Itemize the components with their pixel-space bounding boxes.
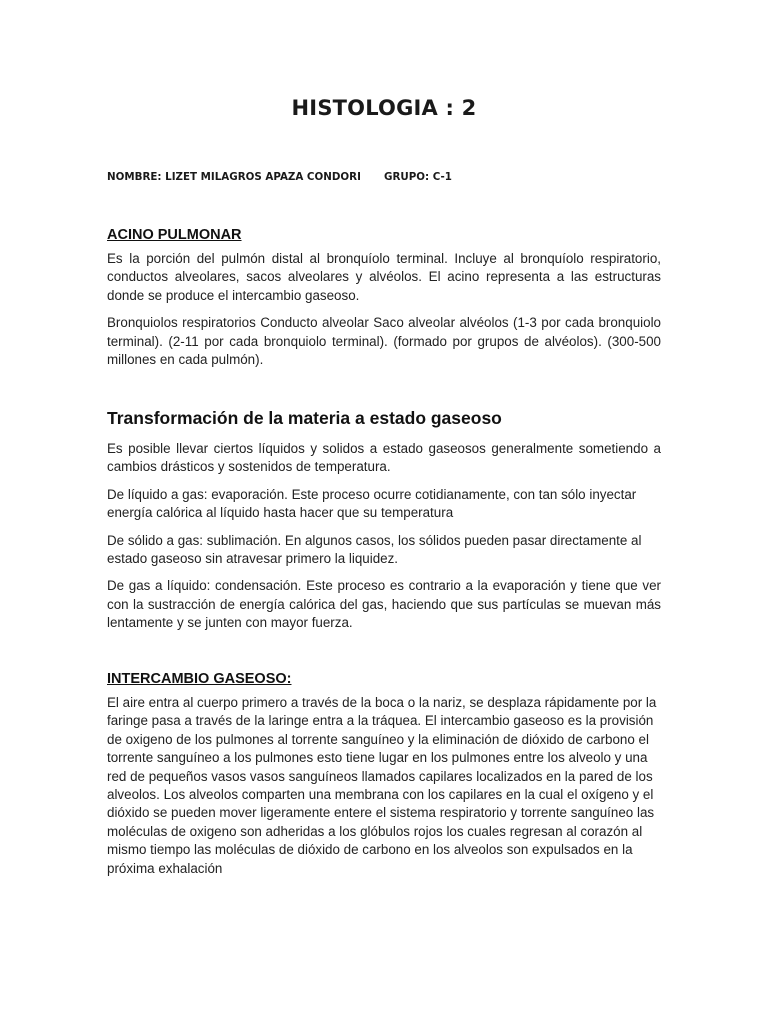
section-acino-pulmonar [107, 227, 661, 369]
paragraph: Es posible llevar ciertos líquidos y solidos a estado gaseosos generalmente sometiendo a cambios drásticos y sostenidos de temperatura. [107, 441, 661, 475]
paragraph: Bronquiolos respiratorios Conducto alveolar Saco alveolar alvéolos (1-3 por cada bronquiolo terminal). (2-11 por cada bronquiolo terminal). (formado por grupos de alvéolos). (300-500 millones en cada pulmón). [107, 315, 661, 368]
paragraph: De gas a líquido: condensación. Este proceso es contrario a la evaporación y tiene que ver con la sustracción de energía calórica del gas, haciendo que sus partículas se muevan más lentamente y se junten con mayor fuerza. [107, 578, 661, 631]
paragraph: De líquido a gas: evaporación. Este proceso ocurre cotidianamente, con tan sólo inyectar energía calórica al líquido hasta hacer que su temperatura [107, 486, 637, 521]
section-intercambio-gaseoso [107, 671, 661, 878]
section-heading: Transformación de la materia a estado gaseoso [107, 408, 502, 428]
paragraph: Es la porción del pulmón distal al bronquíolo terminal. Incluye al bronquíolo respiratorio, conductos alveolares, sacos alveolares y alvéolos. El acino representa a las estructuras donde se produce el intercambio gaseoso. [107, 251, 661, 303]
paragraph: De sólido a gas: sublimación. En algunos casos, los sólidos pueden pasar directamente al estado gaseoso sin atravesar primero la liquidez. [107, 532, 642, 567]
student-name: NOMBRE: LIZET MILAGROS APAZA CONDORI [107, 171, 361, 183]
student-info-line [107, 171, 661, 183]
document-page [107, 0, 661, 1024]
paragraph: El aire entra al cuerpo primero a través de la boca o la nariz, se desplaza rápidamente por la faringe pasa a través de la laringe entra a la tráquea. El intercambio gaseoso es la provisión de oxigeno de los pulmones al torrente sanguíneo y la eliminación de dióxido de carbono el torrente sanguíneo a los pulmones esto tiene lugar en los pulmones entre los alveolo y una red de pequeños vasos vasos sanguíneos llamados capilares localizados en la pared de los alveolos. Los alveolos comparten una membrana con los capilares en la cual el oxígeno y el dióxido se pueden mover ligeramente entere el sistema respiratorio y torrente sanguíneo las moléculas de oxigeno son adheridas a los glóbulos rojos los cuales regresan al corazón al mismo tiempo las moléculas de dióxido de carbono en los alveolos son expulsados en la próxima exhalación [107, 695, 657, 876]
section-heading: ACINO PULMONAR [107, 227, 242, 243]
section-transformacion-materia [107, 408, 661, 633]
student-group: GRUPO: C-1 [384, 171, 452, 183]
section-heading: INTERCAMBIO GASEOSO: [107, 671, 292, 687]
document-title: HISTOLOGIA : 2 [291, 96, 477, 120]
